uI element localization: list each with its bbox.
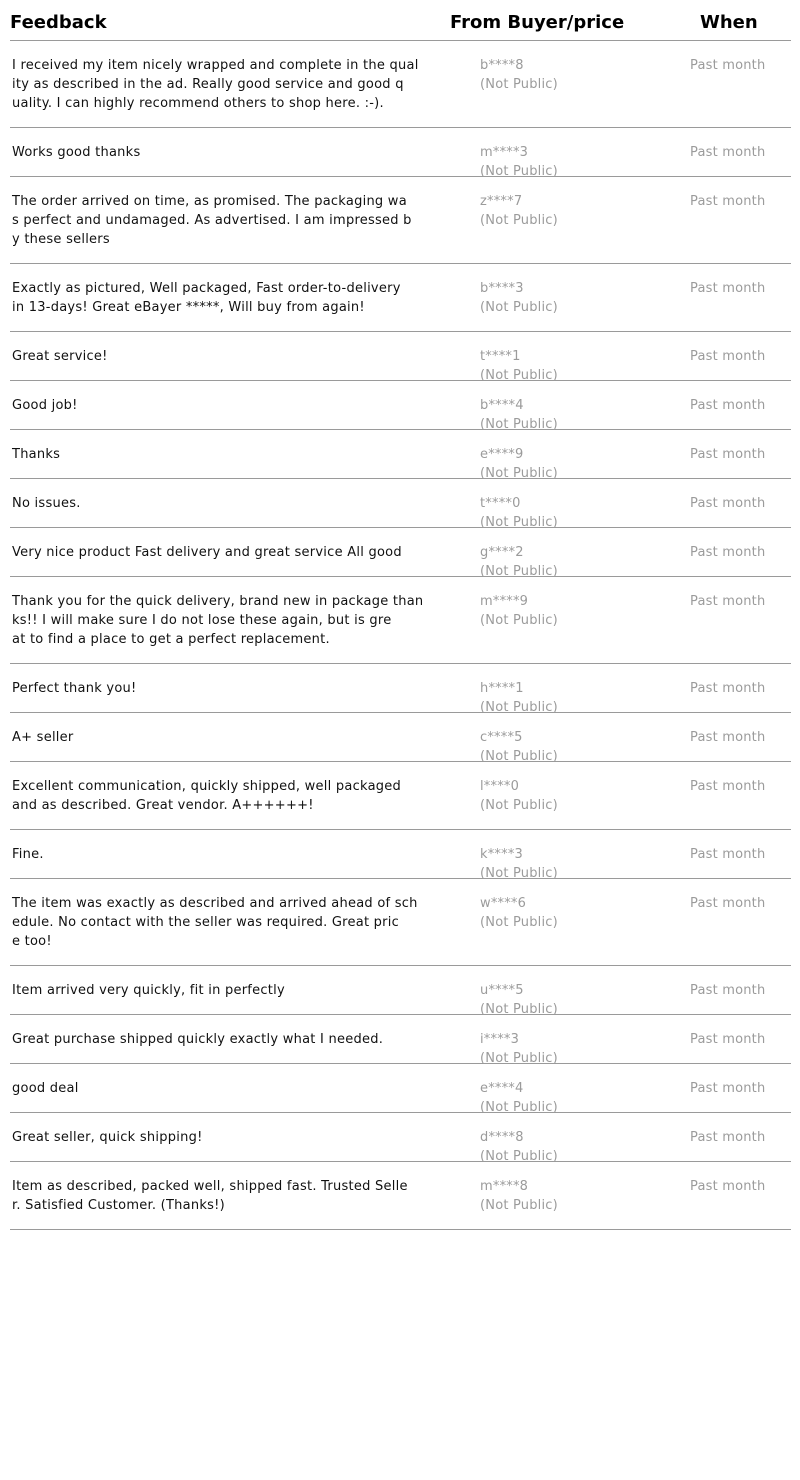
feedback-time: Past month [690,896,766,911]
feedback-time: Past month [690,281,766,296]
buyer-info [480,845,558,883]
table-row [10,41,791,128]
buyer-id: b****4 [480,398,524,413]
buyer-id: z****7 [480,194,523,209]
table-row [10,762,791,830]
feedback-comment: Fine. [12,847,44,862]
buyer-info [480,894,558,932]
feedback-time: Past month [690,496,766,511]
buyer-privacy: (Not Public) [480,466,558,481]
buyer-id: k****3 [480,847,523,862]
feedback-comment: Exactly as pictured, Well packaged, Fast order-to-delivery in 13-days! Great eBayer *****, Will buy from again! [12,281,401,315]
table-row [10,381,791,430]
feedback-time: Past month [690,983,766,998]
feedback-comment: Excellent communication, quickly shipped, well packaged and as described. Great vendor. A++++++! [12,779,402,813]
table-row [10,713,791,762]
table-row [10,966,791,1015]
feedback-comment: A+ seller [12,730,74,745]
buyer-privacy: (Not Public) [480,749,558,764]
feedback-comment: Item as described, packed well, shipped fast. Trusted Selle r. Satisfied Customer. (Thanks!) [12,1179,408,1213]
feedback-comment: The item was exactly as described and arrived ahead of sch edule. No contact with the seller was required. Great pric e too! [12,896,418,949]
buyer-info [480,279,558,317]
feedback-comment: Great seller, quick shipping! [12,1130,203,1145]
buyer-id: e****4 [480,1081,524,1096]
buyer-id: e****9 [480,447,524,462]
buyer-privacy: (Not Public) [480,700,558,715]
buyer-info [480,777,558,815]
feedback-time: Past month [690,1179,766,1194]
feedback-comment: Works good thanks [12,145,141,160]
buyer-info [480,728,558,766]
buyer-id: h****1 [480,681,524,696]
table-row [10,430,791,479]
buyer-privacy: (Not Public) [480,1198,558,1213]
feedback-time: Past month [690,779,766,794]
buyer-info [480,1177,558,1215]
buyer-id: g****2 [480,545,524,560]
table-row [10,177,791,264]
buyer-privacy: (Not Public) [480,300,558,315]
feedback-time: Past month [690,1081,766,1096]
feedback-time: Past month [690,58,766,73]
buyer-info [480,679,558,717]
feedback-comment: Item arrived very quickly, fit in perfectly [12,983,285,998]
table-row [10,128,791,177]
buyer-id: b****3 [480,281,524,296]
buyer-info [480,192,558,230]
feedback-time: Past month [690,1032,766,1047]
buyer-info [480,1079,558,1117]
table-header [10,0,791,41]
table-row [10,577,791,664]
buyer-privacy: (Not Public) [480,515,558,530]
buyer-id: i****3 [480,1032,520,1047]
table-row [10,528,791,577]
feedback-comment: Perfect thank you! [12,681,137,696]
buyer-info [480,445,558,483]
buyer-privacy: (Not Public) [480,77,558,92]
buyer-id: c****5 [480,730,523,745]
table-row [10,1113,791,1162]
buyer-privacy: (Not Public) [480,368,558,383]
buyer-id: t****1 [480,349,521,364]
buyer-privacy: (Not Public) [480,613,558,628]
feedback-time: Past month [690,594,766,609]
table-row [10,664,791,713]
buyer-id: d****8 [480,1130,524,1145]
column-header-when: When [700,12,758,33]
buyer-privacy: (Not Public) [480,866,558,881]
buyer-info [480,592,558,630]
feedback-comment: The order arrived on time, as promised. The packaging wa s perfect and undamaged. As advertised. I am impressed b y these sellers [12,194,412,247]
buyer-info [480,347,558,385]
feedback-time: Past month [690,349,766,364]
feedback-time: Past month [690,194,766,209]
feedback-comment: I received my item nicely wrapped and complete in the qual ity as described in the ad. Really good service and good q uality. I can highly recommend others to shop here. :-). [12,58,419,111]
buyer-id: w****6 [480,896,527,911]
feedback-comment: good deal [12,1081,79,1096]
buyer-privacy: (Not Public) [480,915,558,930]
feedback-table [10,0,791,1230]
table-row [10,1162,791,1230]
buyer-info [480,56,558,94]
feedback-time: Past month [690,681,766,696]
feedback-comment: No issues. [12,496,81,511]
table-row [10,479,791,528]
buyer-info [480,396,558,434]
buyer-info [480,143,558,181]
buyer-info [480,1030,558,1068]
feedback-time: Past month [690,145,766,160]
buyer-privacy: (Not Public) [480,1051,558,1066]
feedback-time: Past month [690,847,766,862]
feedback-time: Past month [690,1130,766,1145]
table-row [10,1064,791,1113]
buyer-privacy: (Not Public) [480,798,558,813]
feedback-comment: Great service! [12,349,108,364]
buyer-id: u****5 [480,983,524,998]
column-header-feedback: Feedback [10,12,107,33]
table-row [10,264,791,332]
feedback-comment: Thank you for the quick delivery, brand new in package than ks!! I will make sure I do not lose these again, but is gre at to find a place to get a perfect replacement. [12,594,424,647]
buyer-privacy: (Not Public) [480,564,558,579]
feedback-comment: Good job! [12,398,78,413]
buyer-id: b****8 [480,58,524,73]
buyer-privacy: (Not Public) [480,417,558,432]
buyer-id: l****0 [480,779,520,794]
buyer-privacy: (Not Public) [480,164,558,179]
column-header-buyer: From Buyer/price [450,12,625,33]
table-row [10,1015,791,1064]
buyer-id: m****3 [480,145,529,160]
buyer-privacy: (Not Public) [480,1100,558,1115]
buyer-privacy: (Not Public) [480,1002,558,1017]
buyer-privacy: (Not Public) [480,213,558,228]
buyer-id: m****9 [480,594,529,609]
buyer-privacy: (Not Public) [480,1149,558,1164]
feedback-comment: Very nice product Fast delivery and great service All good [12,545,402,560]
buyer-info [480,543,558,581]
buyer-info [480,981,558,1019]
buyer-id: t****0 [480,496,521,511]
feedback-time: Past month [690,447,766,462]
feedback-comment: Great purchase shipped quickly exactly what I needed. [12,1032,384,1047]
feedback-time: Past month [690,398,766,413]
buyer-info [480,1128,558,1166]
feedback-time: Past month [690,730,766,745]
buyer-id: m****8 [480,1179,529,1194]
buyer-info [480,494,558,532]
table-row [10,879,791,966]
table-row [10,332,791,381]
feedback-comment: Thanks [12,447,61,462]
feedback-time: Past month [690,545,766,560]
table-row [10,830,791,879]
